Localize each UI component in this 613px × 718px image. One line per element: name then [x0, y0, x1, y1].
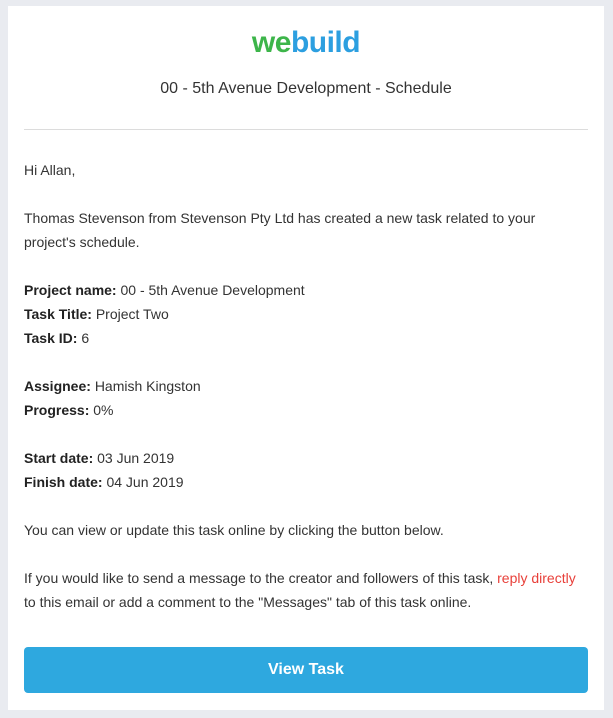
start-date-value: 03 Jun 2019	[97, 450, 175, 466]
assignee-row	[24, 374, 590, 398]
finish-date-label: Finish date:	[24, 474, 103, 490]
assignee-value: Hamish Kingston	[94, 378, 201, 394]
message-instructions	[24, 566, 590, 614]
view-task-button[interactable]: View Task	[24, 647, 588, 693]
divider	[24, 129, 588, 130]
logo-we: we	[251, 26, 291, 59]
task-title-value: Project Two	[95, 306, 169, 322]
finish-date-value: 04 Jun 2019	[106, 474, 184, 490]
task-id-row	[24, 326, 590, 350]
task-title-label: Task Title:	[24, 306, 92, 322]
task-title-row	[24, 302, 590, 326]
task-id-value: 6	[81, 330, 90, 346]
view-update-text: You can view or update this task online by clicking the button below.	[24, 522, 444, 538]
logo-build: build	[290, 26, 361, 59]
intro-text: Thomas Stevenson from Stevenson Pty Ltd has created a new task related to your project's schedule.	[24, 210, 536, 250]
email-body	[24, 158, 590, 614]
progress-row	[24, 398, 590, 422]
progress-value: 0%	[93, 402, 114, 418]
message-pre-text: If you would like to send a message to the creator and followers of this task,	[24, 570, 498, 586]
project-name-row	[24, 278, 590, 302]
assignee-label: Assignee:	[24, 378, 91, 394]
email-title: 00 - 5th Avenue Development - Schedule	[160, 80, 452, 97]
message-post-text: to this email or add a comment to the "Messages" tab of this task online.	[24, 594, 472, 610]
greeting: Hi Allan,	[24, 162, 76, 178]
start-date-row	[24, 446, 590, 470]
progress-label: Progress:	[24, 402, 90, 418]
email-card	[8, 6, 604, 710]
reply-directly-link[interactable]: reply directly	[497, 570, 576, 586]
webuild-logo	[8, 28, 604, 58]
project-name-label: Project name:	[24, 282, 117, 298]
start-date-label: Start date:	[24, 450, 94, 466]
project-name-value: 00 - 5th Avenue Development	[120, 282, 305, 298]
task-id-label: Task ID:	[24, 330, 78, 346]
finish-date-row	[24, 470, 590, 494]
